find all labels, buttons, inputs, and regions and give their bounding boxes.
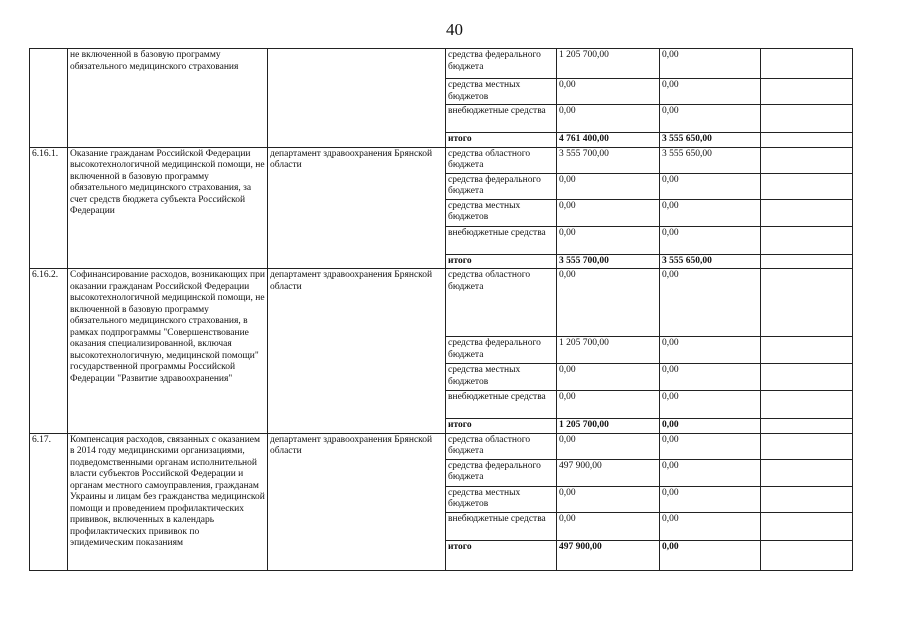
funding-source: средства федерального бюджета — [446, 49, 557, 79]
total-label: итого — [446, 540, 557, 570]
total-label: итого — [446, 133, 557, 148]
funding-source: внебюджетные средства — [446, 391, 557, 419]
amount-actual: 0,00 — [660, 364, 761, 391]
amount-planned: 3 555 700,00 — [557, 147, 660, 173]
funding-source: средства местных бюджетов — [446, 364, 557, 391]
funding-source: средства федерального бюджета — [446, 337, 557, 364]
amount-planned: 1 205 700,00 — [557, 419, 660, 434]
funding-source: внебюджетные средства — [446, 512, 557, 540]
funding-source: внебюджетные средства — [446, 105, 557, 133]
amount-actual: 0,00 — [660, 226, 761, 254]
activity-name: не включенной в базовую программу обязательного медицинского страхования — [68, 49, 268, 148]
funding-source: средства областного бюджета — [446, 433, 557, 459]
amount-planned: 0,00 — [557, 226, 660, 254]
amount-planned: 1 205 700,00 — [557, 337, 660, 364]
amount-actual: 3 555 650,00 — [660, 254, 761, 269]
table-row — [30, 269, 853, 337]
amount-planned: 0,00 — [557, 433, 660, 459]
amount-planned: 0,00 — [557, 486, 660, 512]
responsible-department: департамент здравоохранения Брянской области — [268, 269, 446, 434]
amount-actual: 0,00 — [660, 391, 761, 419]
empty-cell — [761, 147, 853, 173]
empty-cell — [761, 254, 853, 269]
amount-actual: 0,00 — [660, 433, 761, 459]
funding-source: внебюджетные средства — [446, 226, 557, 254]
funding-source: средства областного бюджета — [446, 269, 557, 337]
table-row — [30, 49, 853, 79]
empty-cell — [761, 512, 853, 540]
empty-cell — [761, 49, 853, 79]
empty-cell — [761, 337, 853, 364]
responsible-department: департамент здравоохранения Брянской области — [268, 433, 446, 570]
total-label: итого — [446, 419, 557, 434]
empty-cell — [761, 226, 853, 254]
amount-actual: 0,00 — [660, 512, 761, 540]
funding-source: средства федерального бюджета — [446, 173, 557, 199]
empty-cell — [761, 133, 853, 148]
empty-cell — [761, 269, 853, 337]
amount-actual: 0,00 — [660, 269, 761, 337]
amount-planned: 0,00 — [557, 391, 660, 419]
page-number: 40 — [446, 20, 463, 39]
empty-cell — [761, 199, 853, 226]
amount-planned: 3 555 700,00 — [557, 254, 660, 269]
amount-planned: 0,00 — [557, 79, 660, 105]
funding-source: средства местных бюджетов — [446, 199, 557, 226]
amount-planned: 0,00 — [557, 105, 660, 133]
amount-planned: 0,00 — [557, 512, 660, 540]
funding-source: средства областного бюджета — [446, 147, 557, 173]
table-row — [30, 433, 853, 459]
funding-source: средства местных бюджетов — [446, 486, 557, 512]
amount-planned: 497 900,00 — [557, 540, 660, 570]
amount-planned: 1 205 700,00 — [557, 49, 660, 79]
empty-cell — [761, 486, 853, 512]
activity-name: Компенсация расходов, связанных с оказанием в 2014 году медицинскими организациями, подведомственными органам исполнительной власти субъектов Российской Федерации и органам местного самоуправления, гражданам Украины и лицам без гражданства медицинской помощи и проведением профилактических прививок, включенных в календарь профилактических прививок по эпидемическим показаниям — [68, 433, 268, 570]
program-table — [29, 48, 853, 571]
amount-planned: 4 761 400,00 — [557, 133, 660, 148]
amount-actual: 0,00 — [660, 79, 761, 105]
amount-planned: 0,00 — [557, 173, 660, 199]
item-number: 6.16.1. — [30, 147, 68, 269]
empty-cell — [761, 364, 853, 391]
item-number: 6.17. — [30, 433, 68, 570]
amount-planned: 0,00 — [557, 199, 660, 226]
amount-actual: 0,00 — [660, 105, 761, 133]
funding-source: средства федерального бюджета — [446, 459, 557, 486]
amount-actual: 0,00 — [660, 173, 761, 199]
amount-planned: 0,00 — [557, 364, 660, 391]
empty-cell — [761, 433, 853, 459]
empty-cell — [761, 540, 853, 570]
empty-cell — [761, 459, 853, 486]
item-number: 6.16.2. — [30, 269, 68, 434]
amount-actual: 0,00 — [660, 199, 761, 226]
amount-actual: 0,00 — [660, 337, 761, 364]
amount-planned: 497 900,00 — [557, 459, 660, 486]
empty-cell — [761, 79, 853, 105]
amount-actual: 0,00 — [660, 486, 761, 512]
activity-name: Софинансирование расходов, возникающих при оказании гражданам Российской Федерации высокотехнологичной медицинской помощи, не включенной в базовую программу обязательного медицинского страхования, в рамках подпрограммы "Совершенствование оказания специализированной, включая высокотехнологичную, медицинской помощи" государственной программы Российской Федерации "Развитие здравоохранения" — [68, 269, 268, 434]
amount-planned: 0,00 — [557, 269, 660, 337]
amount-actual: 0,00 — [660, 459, 761, 486]
total-label: итого — [446, 254, 557, 269]
funding-source: средства местных бюджетов — [446, 79, 557, 105]
empty-cell — [761, 105, 853, 133]
activity-name: Оказание гражданам Российской Федерации высокотехнологичной медицинской помощи, не включенной в базовую программу обязательного медицинского страхования, за счет средств бюджета субъекта Российской Федерации — [68, 147, 268, 269]
amount-actual: 0,00 — [660, 49, 761, 79]
amount-actual: 3 555 650,00 — [660, 147, 761, 173]
amount-actual: 3 555 650,00 — [660, 133, 761, 148]
empty-cell — [761, 391, 853, 419]
empty-cell — [761, 419, 853, 434]
table-row — [30, 147, 853, 173]
empty-cell — [761, 173, 853, 199]
item-number — [30, 49, 68, 148]
amount-actual: 0,00 — [660, 419, 761, 434]
amount-actual: 0,00 — [660, 540, 761, 570]
responsible-department: департамент здравоохранения Брянской области — [268, 147, 446, 269]
responsible-department — [268, 49, 446, 148]
